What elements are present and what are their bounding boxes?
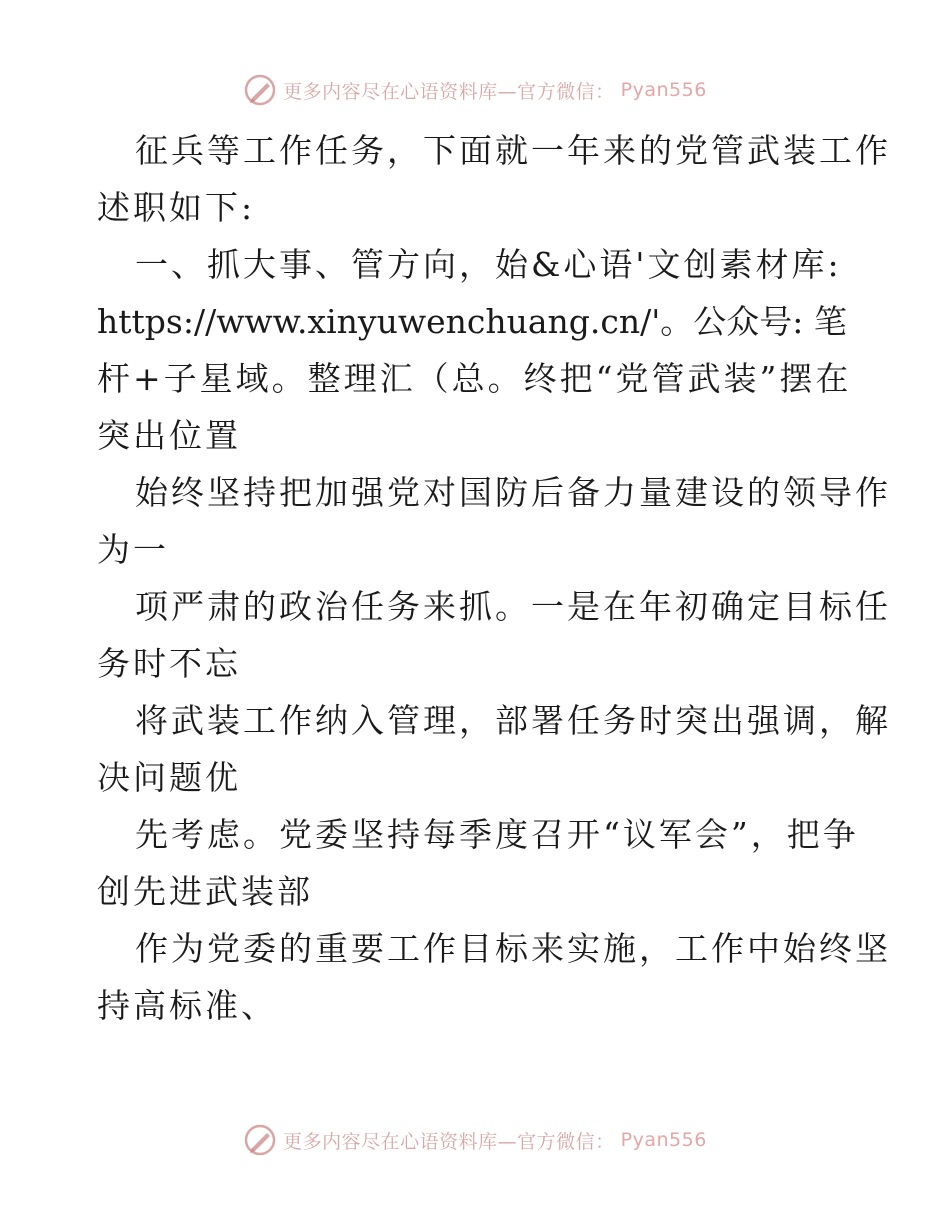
body-line: 始终坚持把加强党对国防后备力量建设的领导作 xyxy=(135,473,891,512)
body-line: 述职如下: xyxy=(97,188,256,227)
watermark-handle: Pyan556 xyxy=(620,1129,707,1151)
body-line: 项严肃的政治任务来抓。一是在年初确定目标任 xyxy=(135,587,891,626)
body-line: 决问题优 xyxy=(97,758,241,797)
body-line: 杆+子星域。整理汇（总。终把“党管武装”摆在 xyxy=(97,359,852,398)
body-line: 征兵等工作任务，下面就一年来的党管武装工作 xyxy=(135,131,891,170)
footer-watermark xyxy=(0,1120,950,1160)
document-body xyxy=(97,122,891,1034)
watermark-handle: Pyan556 xyxy=(620,79,707,101)
body-line: 将武装工作纳入管理，部署任务时突出强调，解 xyxy=(135,701,891,740)
body-line: https://www.xinyuwenchuang.cn/'。公众号: 笔 xyxy=(97,302,847,341)
pen-logo-icon xyxy=(243,73,277,107)
watermark-text: 更多内容尽在心语资料库—官方微信： xyxy=(283,1130,615,1153)
body-line: 务时不忘 xyxy=(97,644,241,683)
header-watermark xyxy=(0,70,950,110)
body-line: 作为党委的重要工作目标来实施，工作中始终坚 xyxy=(135,929,891,968)
body-line: 创先进武装部 xyxy=(97,872,313,911)
body-line: 为一 xyxy=(97,530,169,569)
pen-logo-icon xyxy=(243,1123,277,1157)
body-line: 先考虑。党委坚持每季度召开“议军会”，把争 xyxy=(135,815,859,854)
body-line: 持高标准、 xyxy=(97,986,277,1025)
body-line: 突出位置 xyxy=(97,416,241,455)
watermark-text: 更多内容尽在心语资料库—官方微信： xyxy=(283,80,615,103)
section-heading: 一、抓大事、管方向，始&心语'文创素材库: xyxy=(135,245,842,284)
